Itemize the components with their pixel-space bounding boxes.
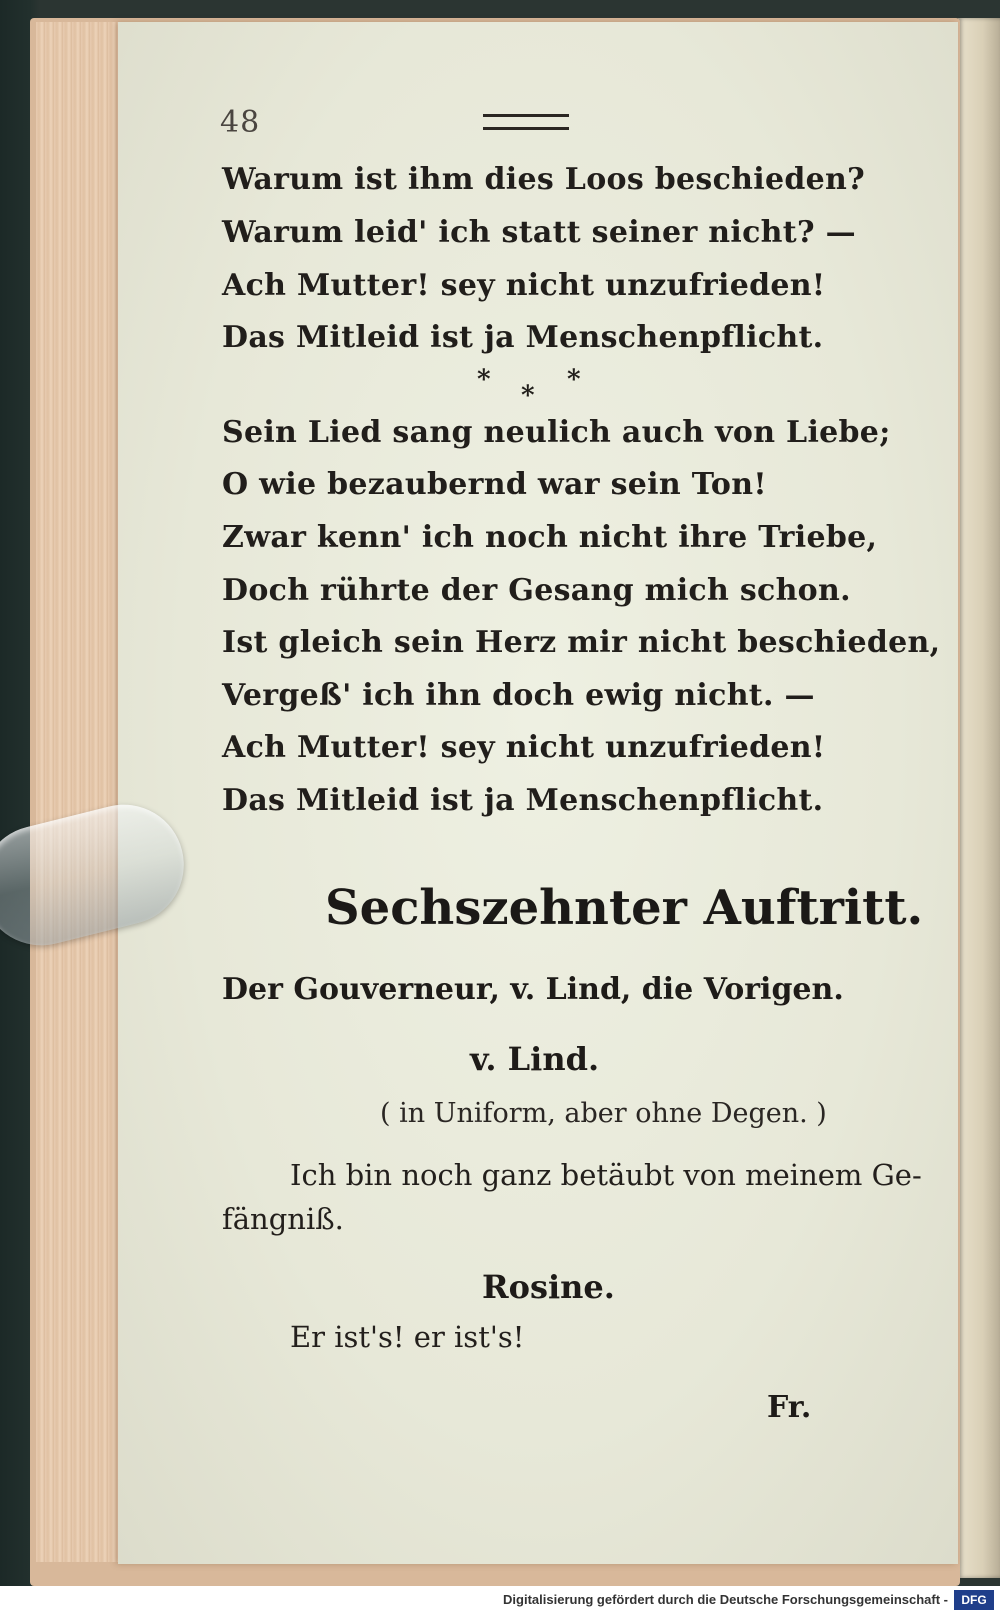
verse-line: Warum ist ihm dies Loos beschieden?: [222, 162, 866, 197]
verse-line: Ach Mutter! sey nicht unzufrieden!: [222, 268, 826, 303]
footer-credit: Digitalisierung gefördert durch die Deutsche Forschungsgemeinschaft -: [503, 1592, 948, 1607]
speaker-name: v. Lind.: [470, 1040, 600, 1078]
catchword: Fr.: [767, 1390, 812, 1425]
speech-line: fängniß.: [222, 1202, 344, 1236]
verse-line: Warum leid' ich statt seiner nicht? —: [222, 215, 856, 250]
asterisk: *: [477, 365, 491, 395]
header-ornament: [483, 114, 569, 130]
page-number: 48: [220, 105, 261, 140]
verse-line: Sein Lied sang neulich auch von Liebe;: [222, 415, 891, 450]
facing-page-edge: [958, 18, 1000, 1578]
stage-direction: ( in Uniform, aber ohne Degen. ): [380, 1098, 827, 1129]
verse-line: Das Mitleid ist ja Menschenpflicht.: [222, 320, 824, 355]
speech-line: Er ist's! er ist's!: [290, 1320, 525, 1354]
verse-line: O wie bezaubernd war sein Ton!: [222, 467, 767, 502]
speaker-name: Rosine.: [482, 1268, 615, 1306]
verse-line: Das Mitleid ist ja Menschenpflicht.: [222, 783, 824, 818]
verse-line: Zwar kenn' ich noch nicht ihre Triebe,: [222, 520, 878, 555]
verse-line: Doch rührte der Gesang mich schon.: [222, 573, 851, 608]
scene-title: Sechszehnter Auftritt.: [325, 880, 924, 936]
character-list: Der Gouverneur, v. Lind, die Vorigen.: [222, 972, 844, 1007]
verse-line: Ist gleich sein Herz mir nicht beschieden,: [222, 625, 941, 660]
verse-line: Ach Mutter! sey nicht unzufrieden!: [222, 730, 826, 765]
speech-line: Ich bin noch ganz betäubt von meinem Ge-: [290, 1158, 922, 1192]
asterisk: *: [521, 381, 535, 411]
page-edges: [36, 22, 128, 1562]
verse-line: Vergeß' ich ihn doch ewig nicht. —: [222, 678, 815, 713]
dfg-logo: DFG: [954, 1590, 994, 1610]
asterisk: *: [567, 365, 581, 395]
